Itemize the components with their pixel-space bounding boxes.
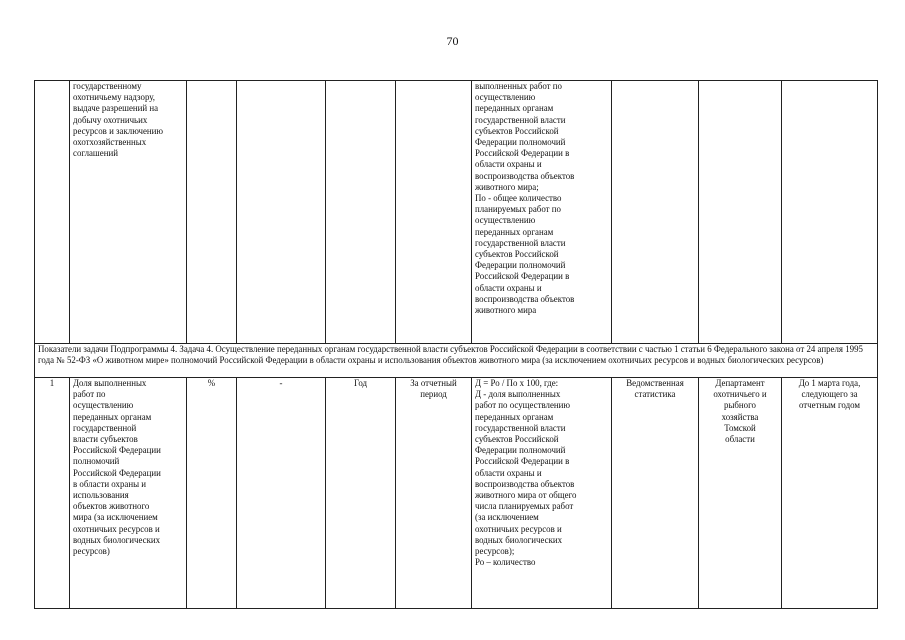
- cell-deadline: До 1 марта года, следующего за отчетным годом: [782, 378, 878, 609]
- cell-num: [35, 81, 70, 344]
- cell-period-type: За отчетный период: [396, 378, 472, 609]
- cell-deadline: [782, 81, 878, 344]
- cell-method: выполненных работ по осуществлению переданных органам государственной власти субъектов Российской Федерации полномочий Российской Федерации в области охраны и воспроизводства объектов животного мира; По - общее количество планируемых работ по осуществлению переданных органам государственной власти субъектов Российской Федерации полномочий Российской Федерации в области охраны и воспроизводства объектов животного мира: [472, 81, 612, 344]
- cell-method: Д = Ро / По х 100, где: Д - доля выполненных работ по осуществлению переданных органам государственной власти субъектов Российской Федерации полномочий Российской Федерации в области охраны и воспроизводства объектов животного мира от общего числа планируемых работ (за исключением охотничьих ресурсов и водных биологических ресурсов); Ро – количество: [472, 378, 612, 609]
- cell-periodicity: [326, 81, 396, 344]
- indicators-table: [34, 80, 878, 609]
- cell-threshold: -: [237, 378, 326, 609]
- section-header-row: [35, 344, 878, 378]
- cell-indicator-name: Доля выполненных работ по осуществлению переданных органам государственной власти субъектов Российской Федерации полномочий Российской Федерации в области охраны и использования объектов животного мира (за исключением охотничьих ресурсов и водных биологических ресурсов): [70, 378, 187, 609]
- table-row: [35, 378, 878, 609]
- cell-unit: [187, 81, 237, 344]
- cell-periodicity: Год: [326, 378, 396, 609]
- cell-responsible: Департамент охотничьего и рыбного хозяйства Томской области: [699, 378, 782, 609]
- cell-indicator-name: государственному охотничьему надзору, выдаче разрешений на добычу охотничьих ресурсов и заключению охотхозяйственных соглашений: [70, 81, 187, 344]
- cell-source: Ведомственная статистика: [612, 378, 699, 609]
- section-header: Показатели задачи Подпрограммы 4. Задача 4. Осуществление переданных органам государственной власти субъектов Российской Федерации в соответствии с частью 1 статьи 6 Федерального закона от 24 апреля 1995 года № 52-ФЗ «О животном мире» полномочий Российской Федерации в области охраны и использования объектов животного мира (за исключением охотничьих ресурсов и водных биологических ресурсов): [35, 344, 878, 378]
- cell-unit: %: [187, 378, 237, 609]
- page-number: 70: [446, 34, 459, 48]
- table-row-continued: [35, 81, 878, 344]
- cell-period-type: [396, 81, 472, 344]
- cell-source: [612, 81, 699, 344]
- cell-responsible: [699, 81, 782, 344]
- cell-num: 1: [35, 378, 70, 609]
- cell-threshold: [237, 81, 326, 344]
